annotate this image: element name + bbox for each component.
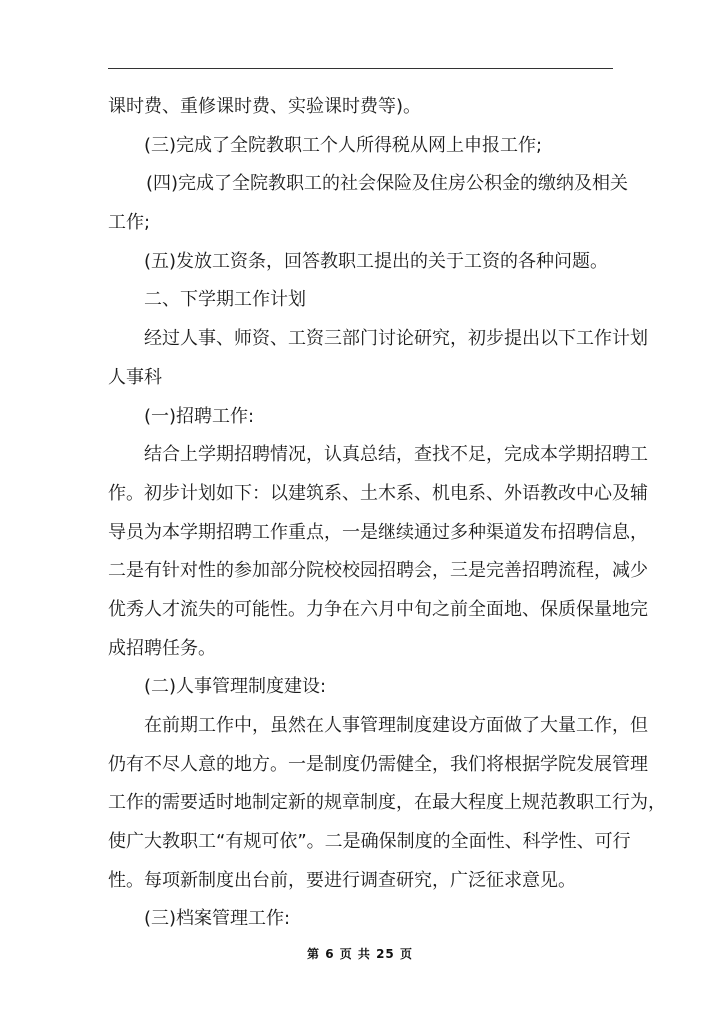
text-line: (五)发放工资条，回答教职工提出的关于工资的各种问题。: [144, 250, 609, 272]
text-line: 仍有不尽人意的地方。一是制度仍需健全，我们将根据学院发展管理: [108, 753, 648, 775]
text-line: 性。每项新制度出台前，要进行调查研究，广泛征求意见。: [108, 869, 576, 891]
text-line: 课时费、重修课时费、实验课时费等)。: [108, 96, 422, 117]
text-line: 工作的需要适时地制定新的规章制度，在最大程度上规范教职工行为，: [108, 792, 666, 814]
header-rule: [108, 68, 613, 69]
text-line: 导员为本学期招聘工作重点，一是继续通过多种渠道发布招聘信息，: [108, 521, 648, 543]
text-line: 优秀人才流失的可能性。力争在六月中旬之前全面地、保质保量地完: [108, 598, 648, 620]
text-line: (四)完成了全院教职工的社会保险及住房公积金的缴纳及相关: [146, 173, 629, 195]
subheading: (二)人事管理制度建设:: [144, 676, 327, 698]
section-heading: 二、下学期工作计划: [144, 289, 306, 311]
text-line: 成招聘任务。: [108, 637, 216, 659]
text-line: 作。初步计划如下：以建筑系、土木系、机电系、外语教改中心及辅: [108, 482, 648, 504]
subheading: 人事科: [108, 366, 162, 388]
text-line: 在前期工作中，虽然在人事管理制度建设方面做了大量工作，但: [144, 715, 648, 736]
subheading: (三)档案管理工作:: [144, 908, 291, 930]
text-line: 工作;: [108, 212, 151, 234]
text-line: 经过人事、师资、工资三部门讨论研究，初步提出以下工作计划: [144, 328, 648, 350]
text-line: 使广大教职工“有规可依”。二是确保制度的全面性、科学性、可行: [108, 831, 631, 853]
subheading: (一)招聘工作:: [144, 405, 255, 427]
text-line: 二是有针对性的参加部分院校校园招聘会，三是完善招聘流程，减少: [108, 560, 648, 582]
document-body: [108, 88, 666, 939]
page-number: 第 6 页 共 25 页: [307, 947, 413, 961]
text-line: 结合上学期招聘情况，认真总结，查找不足，完成本学期招聘工: [144, 444, 648, 466]
text-line: (三)完成了全院教职工个人所得税从网上申报工作;: [144, 134, 543, 156]
